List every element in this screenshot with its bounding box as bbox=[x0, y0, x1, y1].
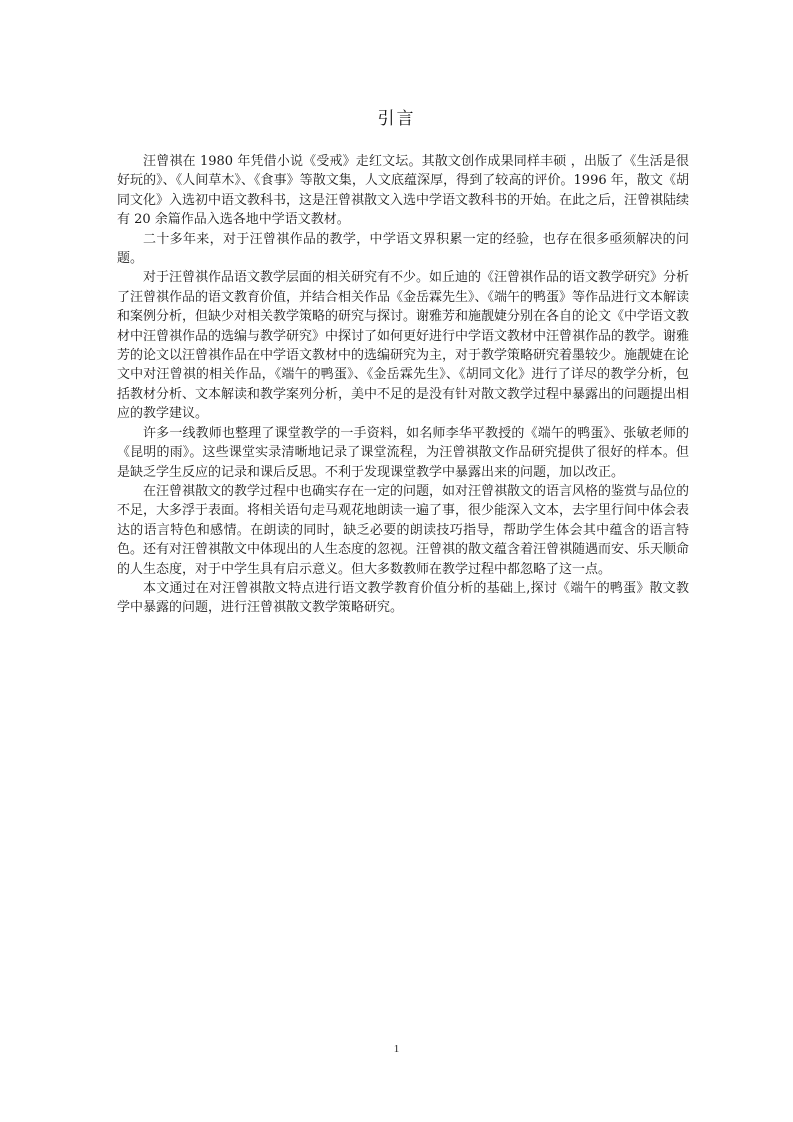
paragraph: 在汪曾祺散文的教学过程中也确实存在一定的问题，如对汪曾祺散文的语言风格的鉴赏与品位的不足，大多浮于表面。将相关语句走马观花地朗读一遍了事，很少能深入文本，去字里行间中体会表达的语言特色和感情。在朗读的同时，缺乏必要的朗读技巧指导，帮助学生体会其中蕴含的语言特色。还有对汪曾祺散文中体现出的人生态度的忽视。汪曾祺的散文蕴含着汪曾祺随遇而安、乐天顺命的人生态度，对于中学生具有启示意义。但大多数教师在教学过程中都忽略了这一点。 bbox=[117, 483, 690, 577]
paragraph: 对于汪曾祺作品语文教学层面的相关研究有不少。如丘迪的《汪曾祺作品的语文教学研究》分析了汪曾祺作品的语文教育价值，并结合相关作品《金岳霖先生》、《端午的鸭蛋》等作品进行文本解读和案例分析，但缺少对相关教学策略的研究与探讨。谢雅芳和施靓婕分别在各自的论文《中学语文教材中汪曾祺作品的选编与教学研究》中探讨了如何更好进行中学语文教材中汪曾祺作品的教学。谢雅芳的论文以汪曾祺作品在中学语文教材中的选编研究为主，对于教学策略研究着墨较少。施靓婕在论文中对汪曾祺的相关作品，《端午的鸭蛋》、《金岳霖先生》、《胡同文化》进行了详尽的教学分析，包括教材分析、文本解读和教学案列分析，美中不足的是没有针对散文教学过程中暴露出的问题提出相应的教学建议。 bbox=[117, 270, 690, 422]
paragraph: 汪曾祺在 1980 年凭借小说《受戒》走红文坛。其散文创作成果同样丰硕 ，出版了《生活是很好玩的》、《人间草木》、《食事》等散文集，人文底蕴深厚，得到了较高的评价。1996 年，散文《胡同文化》入选初中语文教科书，这是汪曾祺散文入选中学语文教科书的开始。在此之后，汪曾祺陆续有 20 余篇作品入选各地中学语文教材。 bbox=[117, 154, 690, 228]
paragraph: 本文通过在对汪曾祺散文特点进行语文教学教育价值分析的基础上,探讨《端午的鸭蛋》散文教学中暴露的问题，进行汪曾祺散文教学策略研究。 bbox=[117, 580, 689, 616]
body-text bbox=[117, 152, 689, 618]
page-title: 引言 bbox=[377, 109, 416, 129]
paragraph: 许多一线教师也整理了课堂教学的一手资料，如名师李华平教授的《端午的鸭蛋》、张敏老师的《昆明的雨》。这些课堂实录清晰地记录了课堂流程，为汪曾祺散文作品研究提供了很好的样本。但是缺乏学生反应的记录和课后反思。不利于发现课堂教学中暴露出来的问题，加以改正。 bbox=[117, 425, 689, 480]
paragraph: 二十多年来，对于汪曾祺作品的教学，中学语文界积累一定的经验，也存在很多亟须解决的问题。 bbox=[117, 231, 689, 267]
page-number: 1 bbox=[393, 1043, 400, 1055]
